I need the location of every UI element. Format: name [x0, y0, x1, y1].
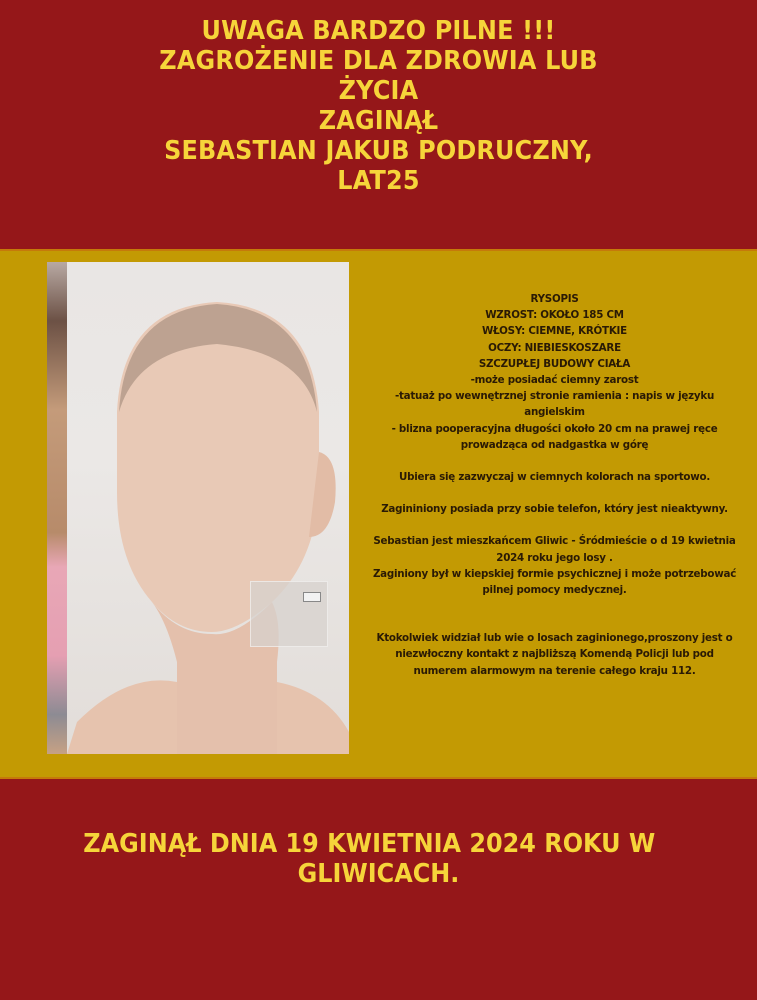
description-panel [352, 291, 757, 679]
description-title: RYSOPIS [530, 293, 579, 305]
residence-text-cont: 2024 roku jego losy . [496, 551, 613, 564]
contact-text: Ktokolwiek widział lub wie o losach zaginionego,proszony jest o [376, 632, 733, 645]
contact-text-cont: niezwłoczny kontakt z najbliższą Komendą Policji lub pod [395, 648, 714, 661]
tattoo-text: -tatuaż po wewnętrznej stronie ramienia : napis w języku [394, 390, 715, 403]
headline-threat-cont: ŻYCIA [338, 76, 419, 106]
hair-text: WŁOSY: CIEMNE, KRÓTKIE [482, 325, 627, 338]
headline-missing: ZAGINĄŁ [318, 106, 439, 136]
spacer [352, 517, 757, 533]
eyes-text: OCZY: NIEBIESKOSZARE [488, 341, 621, 354]
headline-name: SEBASTIAN JAKUB PODRUCZNY, [164, 136, 593, 166]
build-text: SZCZUPŁEJ BUDOWY CIAŁA [478, 357, 631, 370]
missing-date-notice [30, 829, 726, 889]
scar-text: - blizna pooperacyjna długości około 20 cm na prawej ręce [391, 422, 718, 435]
spacer [352, 598, 757, 630]
condition-text-cont: pilnej pomocy medycznej. [482, 584, 627, 597]
spacer [352, 453, 757, 469]
beard-text: -może posiadać ciemny zarost [470, 374, 639, 387]
headline-age: LAT25 [337, 166, 420, 196]
footer-band [0, 779, 757, 1000]
headline-urgent: UWAGA BARDZO PILNE !!! [201, 16, 556, 46]
missing-location-text: GLIWICACH. [297, 859, 460, 889]
header-band [0, 0, 757, 249]
missing-date-text: ZAGINĄŁ DNIA 19 KWIETNIA 2024 ROKU W [83, 829, 656, 859]
details-band [0, 249, 757, 779]
headline-threat: ZAGROŻENIE DLA ZDROWIA LUB [159, 46, 598, 76]
contact-text-emergency: numerem alarmowym na terenie całego kraju 112. [413, 664, 696, 677]
height-text: WZROST: OKOŁO 185 CM [485, 309, 624, 322]
condition-text: Zaginiony był w kiepskiej formie psychicznej i może potrzebować [372, 567, 737, 580]
scar-text-cont: prowadząca od nadgastka w górę [460, 438, 649, 451]
watermark-logo-icon [303, 592, 321, 602]
spacer [352, 485, 757, 501]
person-silhouette-icon [47, 262, 349, 754]
tattoo-text-cont: angielskim [524, 406, 585, 419]
clothing-text: Ubiera się zazwyczaj w ciemnych kolorach na sportowo. [399, 471, 710, 484]
photo-watermark [250, 581, 328, 647]
headline [30, 16, 726, 196]
missing-person-photo [47, 262, 349, 754]
phone-text: Zagininiony posiada przy sobie telefon, który jest nieaktywny. [381, 503, 728, 516]
residence-text: Sebastian jest mieszkańcem Gliwic - Śródmieście o d 19 kwietnia [373, 535, 736, 548]
